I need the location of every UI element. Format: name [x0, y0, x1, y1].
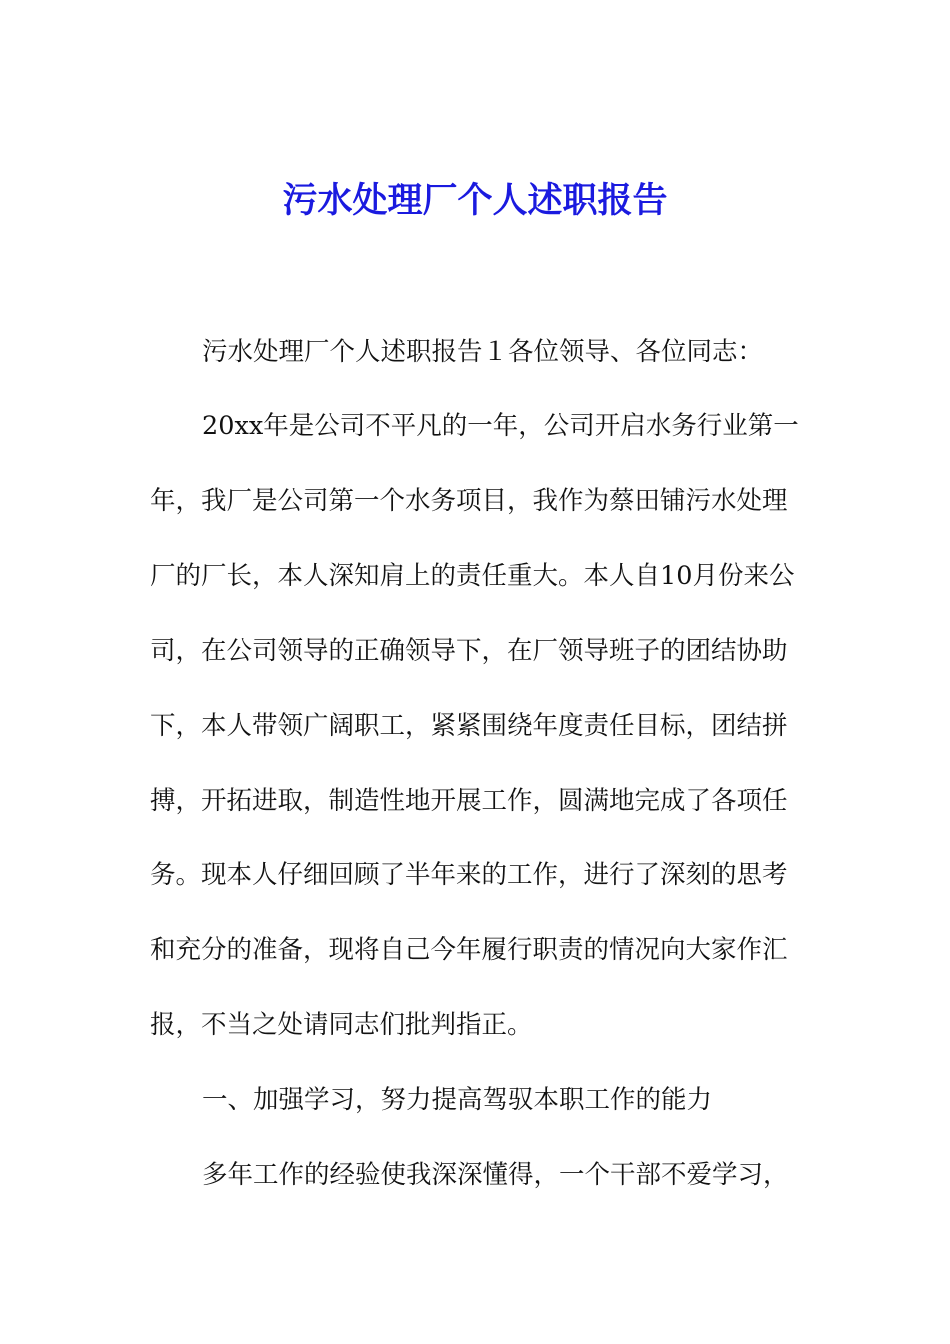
section-heading: 一、加强学习，努力提高驾驭本职工作的能力: [202, 1085, 713, 1115]
paragraph-line: 厂的厂长，本人深知肩上的责任重大。本人自10月份来公: [150, 561, 795, 591]
paragraph-line: 搏，开拓进取，制造性地开展工作，圆满地完成了各项任: [150, 786, 788, 816]
paragraph-line: 司，在公司领导的正确领导下，在厂领导班子的团结协助: [150, 636, 788, 666]
paragraph-line: 污水处理厂个人述职报告１各位领导、各位同志：: [202, 337, 764, 367]
paragraph-line: 多年工作的经验使我深深懂得，一个干部不爱学习，: [202, 1160, 789, 1190]
paragraph-line: 和充分的准备，现将自己今年履行职责的情况向大家作汇: [150, 935, 788, 965]
paragraph-line: 年，我厂是公司第一个水务项目，我作为蔡田铺污水处理: [150, 486, 788, 516]
paragraph-line: 下，本人带领广阔职工，紧紧围绕年度责任目标，团结拼: [150, 711, 788, 741]
paragraph-line: 20xx年是公司不平凡的一年，公司开启水务行业第一: [202, 411, 799, 441]
document-title: 污水处理厂个人述职报告: [282, 180, 668, 221]
paragraph-line: 报，不当之处请同志们批判指正。: [150, 1010, 533, 1040]
paragraph-line: 务。现本人仔细回顾了半年来的工作，进行了深刻的思考: [150, 860, 788, 890]
